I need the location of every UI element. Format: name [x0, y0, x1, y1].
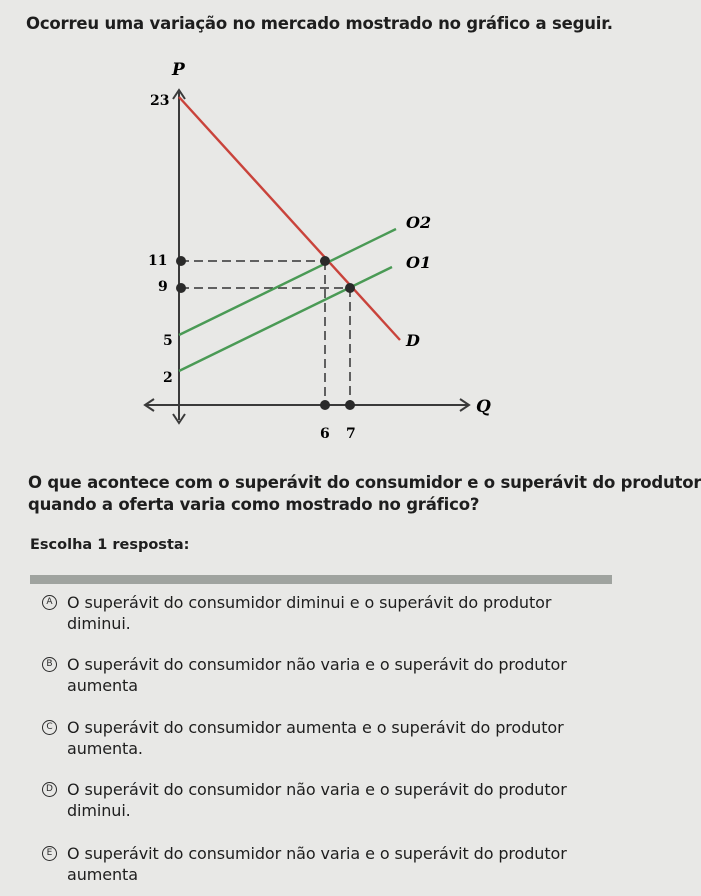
option-line: aumenta — [67, 676, 138, 695]
option-text — [67, 779, 567, 821]
answer-option-a[interactable] — [42, 592, 602, 634]
axis-dot-p9 — [176, 283, 186, 293]
question-line: quando a oferta varia como mostrado no gráfico? — [28, 495, 480, 514]
supply-demand-graph — [0, 0, 622, 460]
option-letter-badge: A — [42, 595, 57, 610]
instruction-text: Escolha 1 resposta: — [30, 537, 190, 553]
answer-option-b[interactable] — [42, 654, 602, 696]
option-line: diminui. — [67, 614, 131, 633]
curve-label-o1: O1 — [406, 253, 432, 272]
option-line: O superávit do consumidor não varia e o superávit do produtor — [67, 655, 567, 674]
y-tick-label: 11 — [148, 253, 168, 269]
option-text — [67, 717, 564, 759]
option-letter-badge: D — [42, 782, 57, 797]
intro-text: Ocorreu uma variação no mercado mostrado no gráfico a seguir. — [26, 14, 613, 33]
x-tick-label: 6 — [320, 426, 330, 442]
option-text — [67, 843, 567, 885]
answer-option-c[interactable] — [42, 717, 602, 759]
option-line: aumenta. — [67, 739, 143, 758]
y-tick-label: 5 — [163, 333, 173, 349]
option-line: diminui. — [67, 801, 131, 820]
option-line: O superávit do consumidor diminui e o superávit do produtor — [67, 593, 552, 612]
y-tick-label: 23 — [150, 93, 170, 109]
y-axis-label: P — [172, 60, 185, 80]
y-tick-label: 2 — [163, 370, 173, 386]
option-line: aumenta — [67, 865, 138, 884]
x-axis-label: Q — [476, 397, 491, 417]
axis-dot-p11 — [176, 256, 186, 266]
option-line: O superávit do consumidor não varia e o superávit do produtor — [67, 780, 567, 799]
option-text — [67, 654, 567, 696]
option-line: O superávit do consumidor não varia e o superávit do produtor — [67, 844, 567, 863]
curve-label-o2: O2 — [406, 213, 432, 232]
option-letter-badge: B — [42, 657, 57, 672]
answers-divider — [30, 575, 612, 584]
answer-option-e[interactable] — [42, 843, 602, 885]
option-letter-badge: E — [42, 846, 57, 861]
curve-label-d: D — [406, 331, 420, 350]
y-tick-label: 9 — [158, 279, 168, 295]
demand-curve — [179, 97, 400, 340]
answer-option-d[interactable] — [42, 779, 602, 821]
equilibrium-point-o1 — [345, 283, 355, 293]
question-text — [28, 472, 701, 516]
option-line: O superávit do consumidor aumenta e o superávit do produtor — [67, 718, 564, 737]
option-letter-badge: C — [42, 720, 57, 735]
equilibrium-point-o2 — [320, 256, 330, 266]
question-line: O que acontece com o superávit do consumidor e o superávit do produtor — [28, 473, 701, 492]
axis-dot-q7 — [345, 400, 355, 410]
axis-dot-q6 — [320, 400, 330, 410]
option-text — [67, 592, 551, 634]
x-tick-label: 7 — [346, 426, 356, 442]
